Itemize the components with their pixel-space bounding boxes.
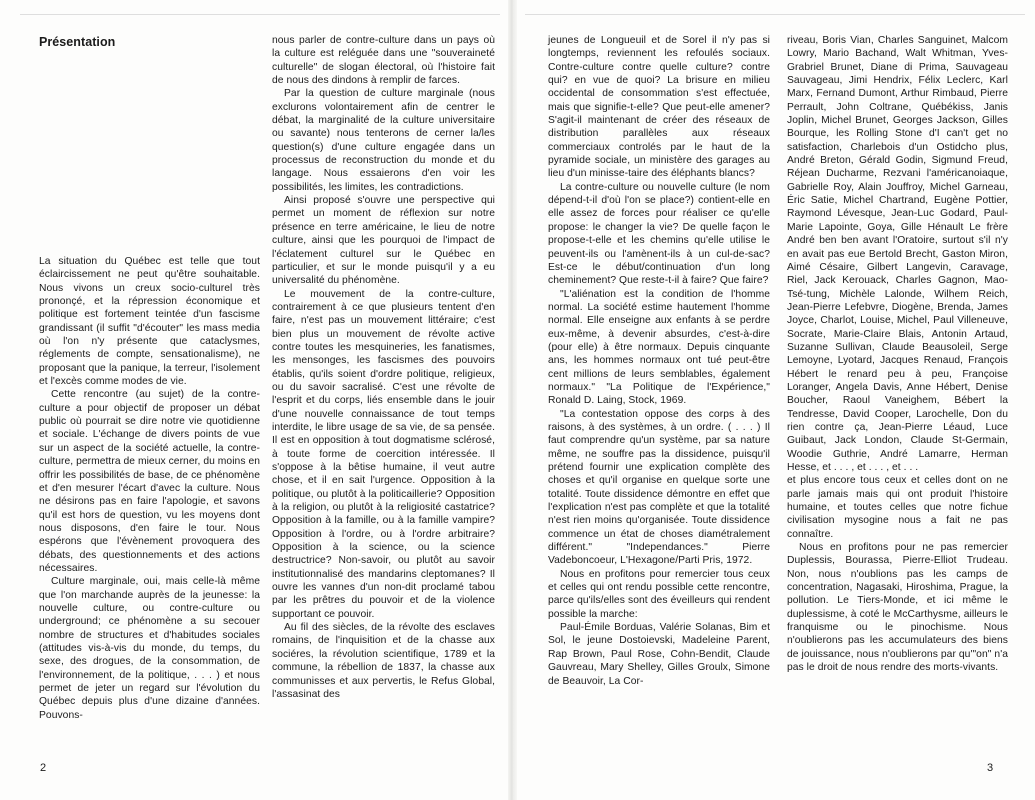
top-rule [20, 14, 500, 15]
quotation: "L'aliénation est la condition de l'homme normal. La société estime hautement l'homme normal. Elle enseigne aux enfants à se perdre eux-même, à devenir absurdes, c'est-à-dire (pour elle) à être normaux. Depuis cinquante ans, les hommes normaux ont tué peut-être cent millions de leurs semblables, également normaux." "La Politique de l'Expérience," Ronald D. Laing, Stock, 1969. [548, 288, 770, 407]
paragraph: et plus encore tous ceux et celles dont on ne parle jamais mais qui ont produit l'histoire humaine, et toutes celles que notre fichue civilisation mysogine nous a fait ne pas connaître. [787, 475, 1008, 540]
paragraph: Ainsi proposé s'ouvre une perspective qui permet un moment de réflexion sur notre présence en terre américaine, le lieu de notre culture, ainsi que les pourquoi de l'impact de l'éclatement culturel sur le Québec en particulier, et sur le monde puisqu'il y a eu universalité du phénomène. [272, 195, 495, 287]
paragraph: Culture marginale, oui, mais celle-là même que l'on marchande auprès de la jeunesse: la nouvelle culture, ou contre-culture ou underground; ce phénomène a su secouer nombre de structures et d'habitudes sociales (attitudes vis-à-vis du monde, du temps, du sexe, des drogues, de la consommation, de l'environnement, de la politique, . . . ) et nous permet de jeter un regard sur l'évolution du Québec depuis plus d'une dizaine d'années. Pouvons- [39, 576, 260, 721]
paragraph: La situation du Québec est telle que tout éclaircissement ne peut qu'être souhaitable. Nous vivons un creux socio-culturel très prononçé, et la répression économique et politique est fortement teintée d'un fascisme grandissant (il suffit "d'écouter" les mass media où l'on n'y présente que cataclysmes, réglements de compte, sensationalisme), ne proposant que la panique, la terreur, l'isolement et l'excès comme modes de vie. [39, 256, 260, 388]
book-gutter [508, 0, 517, 800]
paragraph: Paul-Émile Borduas, Valérie Solanas, Bim et Sol, le jeune Dostoievski, Madeleine Parent, Rap Brown, Paul Rose, Cohn-Bendit, Claude Gauvreau, Mary Shelley, Gilles Groulx, Simone de Beauvoir, La Cor- [548, 622, 770, 687]
column-1 [39, 34, 260, 722]
column-3 [548, 34, 770, 688]
paragraph: jeunes de Longueuil et de Sorel il n'y pas si longtemps, reviennent les refoulés sociaux. Contre-culture contre quelle culture? contre qui? en vue de quoi? La brisure en milieu occidental de consommation s'est effectuée, mais que signifie-t-elle? Que peut-elle amener? S'agit-il maintenant de créer des réseaux de distribution parallèles aux réseaux commerciaux controlés par le haut de la pyramide sociale, un ministère des garages au lieu d'un minisse-taire des éléphants blancs? [548, 35, 770, 180]
paragraph: Nous en profitons pour ne pas remercier Duplessis, Bourassa, Pierre-Elliot Trudeau. Non, nous n'oublions pas les camps de concentration, Nagasaki, Hiroshima, Prague, la pollution. Le Tiers-Monde, et ici même le duplessisme, à coté le McCarthysme, ailleurs le franquisme ou le pinochisme. Nous n'oublierons pas les accumulateurs des biens de jouissance, nous n'oublierons par qu'"on" n'a pas le droit de nous rendre des morts-vivants. [787, 542, 1008, 674]
paragraph: Par la question de culture marginale (nous exclurons volontairement afin de centrer le débat, la marginalité de la culture universitaire ou savante) nous tenterons de cerner la/les question(s) d'une culture engagée dans un processus de reconstruction du monde et du langage. Nous essaierons d'en voir les possibilités, les limites, les contradictions. [272, 88, 495, 193]
column-4 [787, 34, 1008, 675]
paragraph: La contre-culture ou nouvelle culture (le nom dépend-t-il d'où l'on se place?) contient-elle en elle assez de forces pour réaliser ce qu'elle propose: le changer la vie? De quelle façon le propose-t-elle et les chemins qu'elle utilise le peuvent-ils ou l'amènent-ils à un cul-de-sac? Est-ce le début/continuation d'un long cheminement? Que reste-t-il à faire? Que faire? [548, 181, 770, 287]
page-heading: Présentation [39, 35, 116, 49]
paragraph: Cette rencontre (au sujet) de la contre-culture a pour objectif de proposer un débat public où pourrait se dire notre vie quotidienne et sociale. L'échange de divers points de vue sur un aspect de la société actuelle, la contre-culture, permettra de mieux cerner, du moins en offrir les possibilités de base, de ce phénomène et d'en mesurer l'écart d'avec la culture. Nous ne désirons pas en faire l'apologie, et savons qu'il est hors de question, vu les moyens dont nous disposons, d'en faire le tour. Nous espérons que l'évènement provoquera des débats, des questionnements et des actions nécessaires. [39, 389, 260, 574]
paragraph: Le mouvement de la contre-culture, contrairement à ce que plusieurs tentent d'en faire, n'est pas un mouvement littéraire; c'est bien plus un mouvement de révolte active contre toutes les mesquineries, les fanatismes, les mensonges, les fascismes des pouvoirs établis, qu'ils soient d'ordre politique, religieux, ou du savoir sacralisé. C'est une révolte de l'esprit et du corps, liés ensemble dans le jouir d'une nouvelle connaissance de tout temps interdite, le libre usage de sa vie, de sa pensée. Il est en opposition à tout dogmatisme sclérosé, à toute forme de coercition intéressée. Il s'oppose à la bêtise humaine, il veut autre chose, et il en sait l'urgence. Opposition à la politique, ou plutôt à la politicaillerie? Opposition à la religion, ou plutôt à la religiosité castatrice? Opposition à la famille, ou à la famille vampire? Opposition à l'ordre, ou à l'ordre arbitraire? Opposition à la science, ou la science destructrice? Non-savoir, ou plutôt au savoir institutionnalisé des mandarins cleptomanes? Il ouvre les vannes d'un non-dit proclamé tabou par les prêtres du pouvoir et de la violence supportant ce pouvoir. [272, 288, 495, 620]
page-number-right: 3 [987, 762, 994, 774]
top-rule [525, 14, 1025, 15]
paragraph: riveau, Boris Vian, Charles Sanguinet, Malcom Lowry, Mario Bachand, Walt Whitman, Yves-Grabriel Brunet, Diane di Prima, Sauvageau Sauvageau, Jimi Hendrix, Félix Leclerc, Karl Marx, Fernand Dumont, Arthur Rimbaud, Pierre Perrault, John Coltrane, Québékiss, Janis Joplin, Michel Brunet, Georges Jackson, Gilles Bourque, les Rolling Stone d'I can't get no satisfaction, Charlebois d'un Ostidcho plus, André Breton, Gérald Godin, Sigmund Freud, Réjean Ducharme, Rezvani l'américanoiaque, Gabrielle Roy, Alain Jouffroy, Michel Garneau, Éric Satie, Michel Chartrand, Eugène Pottier, Raymond Lévesque, Jean-Luc Godard, Paul-Marie Lapointe, Goya, Gille Hénault Le frère André ben ben avant l'Oratoire, surtout s'il n'y en avait pas eue Bertold Brecht, Gaston Miron, Aimé Césaire, Gilbert Langevin, Caravage, Riel, Jack Kerouack, Charles Gagnon, Mao-Tsé-tung, Michèle Lalonde, Wilhem Reich, Jean-Pierre Lefebvre, Diogène, Brenda, James Joyce, Charlot, Louise, Michel, Paul Villeneuve, Socrate, Marie-Claire Blais, Antonin Artaud, Suzanne Sullivan, Claude Beausoleil, Serge Lemoyne, Lyotard, Jacques Renaud, François Hébert le renard peu à peu, Françoise Loranger, Angela Davis, Anne Hébert, Denise Boucher, Raoul Vaneighem, Bébert la Tendresse, David Cooper, Larochelle, Don du rien contre ça, Jean-Pierre Léaud, Luce Guibaut, Jack London, Claude St-Germain, Woodie Guthrie, André Lamarre, Herman Hesse, et . . . , et . . . , et . . . [787, 35, 1008, 473]
paragraph: Au fil des siècles, de la révolte des esclaves romains, de l'inquisition et de la chasse aux sociéres, la révolution scientifique, 1789 et la commune, la rébellion de 1837, la chasse aux communisses et aux pervertis, le Refus Global, l'assasinat des [272, 622, 495, 700]
column-2 [272, 34, 495, 701]
paragraph: nous parler de contre-culture dans un pays où la culture est reléguée dans une "souveraineté culturelle" de slogan électoral, où l'histoire fait de nous des dindons à remplir de farces. [272, 35, 495, 87]
page-number-left: 2 [40, 762, 47, 774]
paragraph: Nous en profitons pour remercier tous ceux et celles qui ont rendu possible cette rencontre, parce qu'ils/elles sont des éveilleurs qui rendent possible la marche: [548, 568, 770, 620]
quotation: "La contestation oppose des corps à des raisons, à des systèmes, à un ordre. ( . . . ) Il faut comprendre qu'un système, par sa nature même, ne souffre pas la dissidence, puisqu'il prétend fournir une explication complète des choses et qu'il organise en quelque sorte une totalité. Toute dissidence démontre en effet que l'explication n'est pas complète et que la totalité n'est rien moins qu'organisée. Toute dissidence commence un état de choses diamétralement différent." "Independances." Pierre Vadeboncoeur, L'Hexagone/Parti Pris, 1972. [548, 408, 770, 567]
